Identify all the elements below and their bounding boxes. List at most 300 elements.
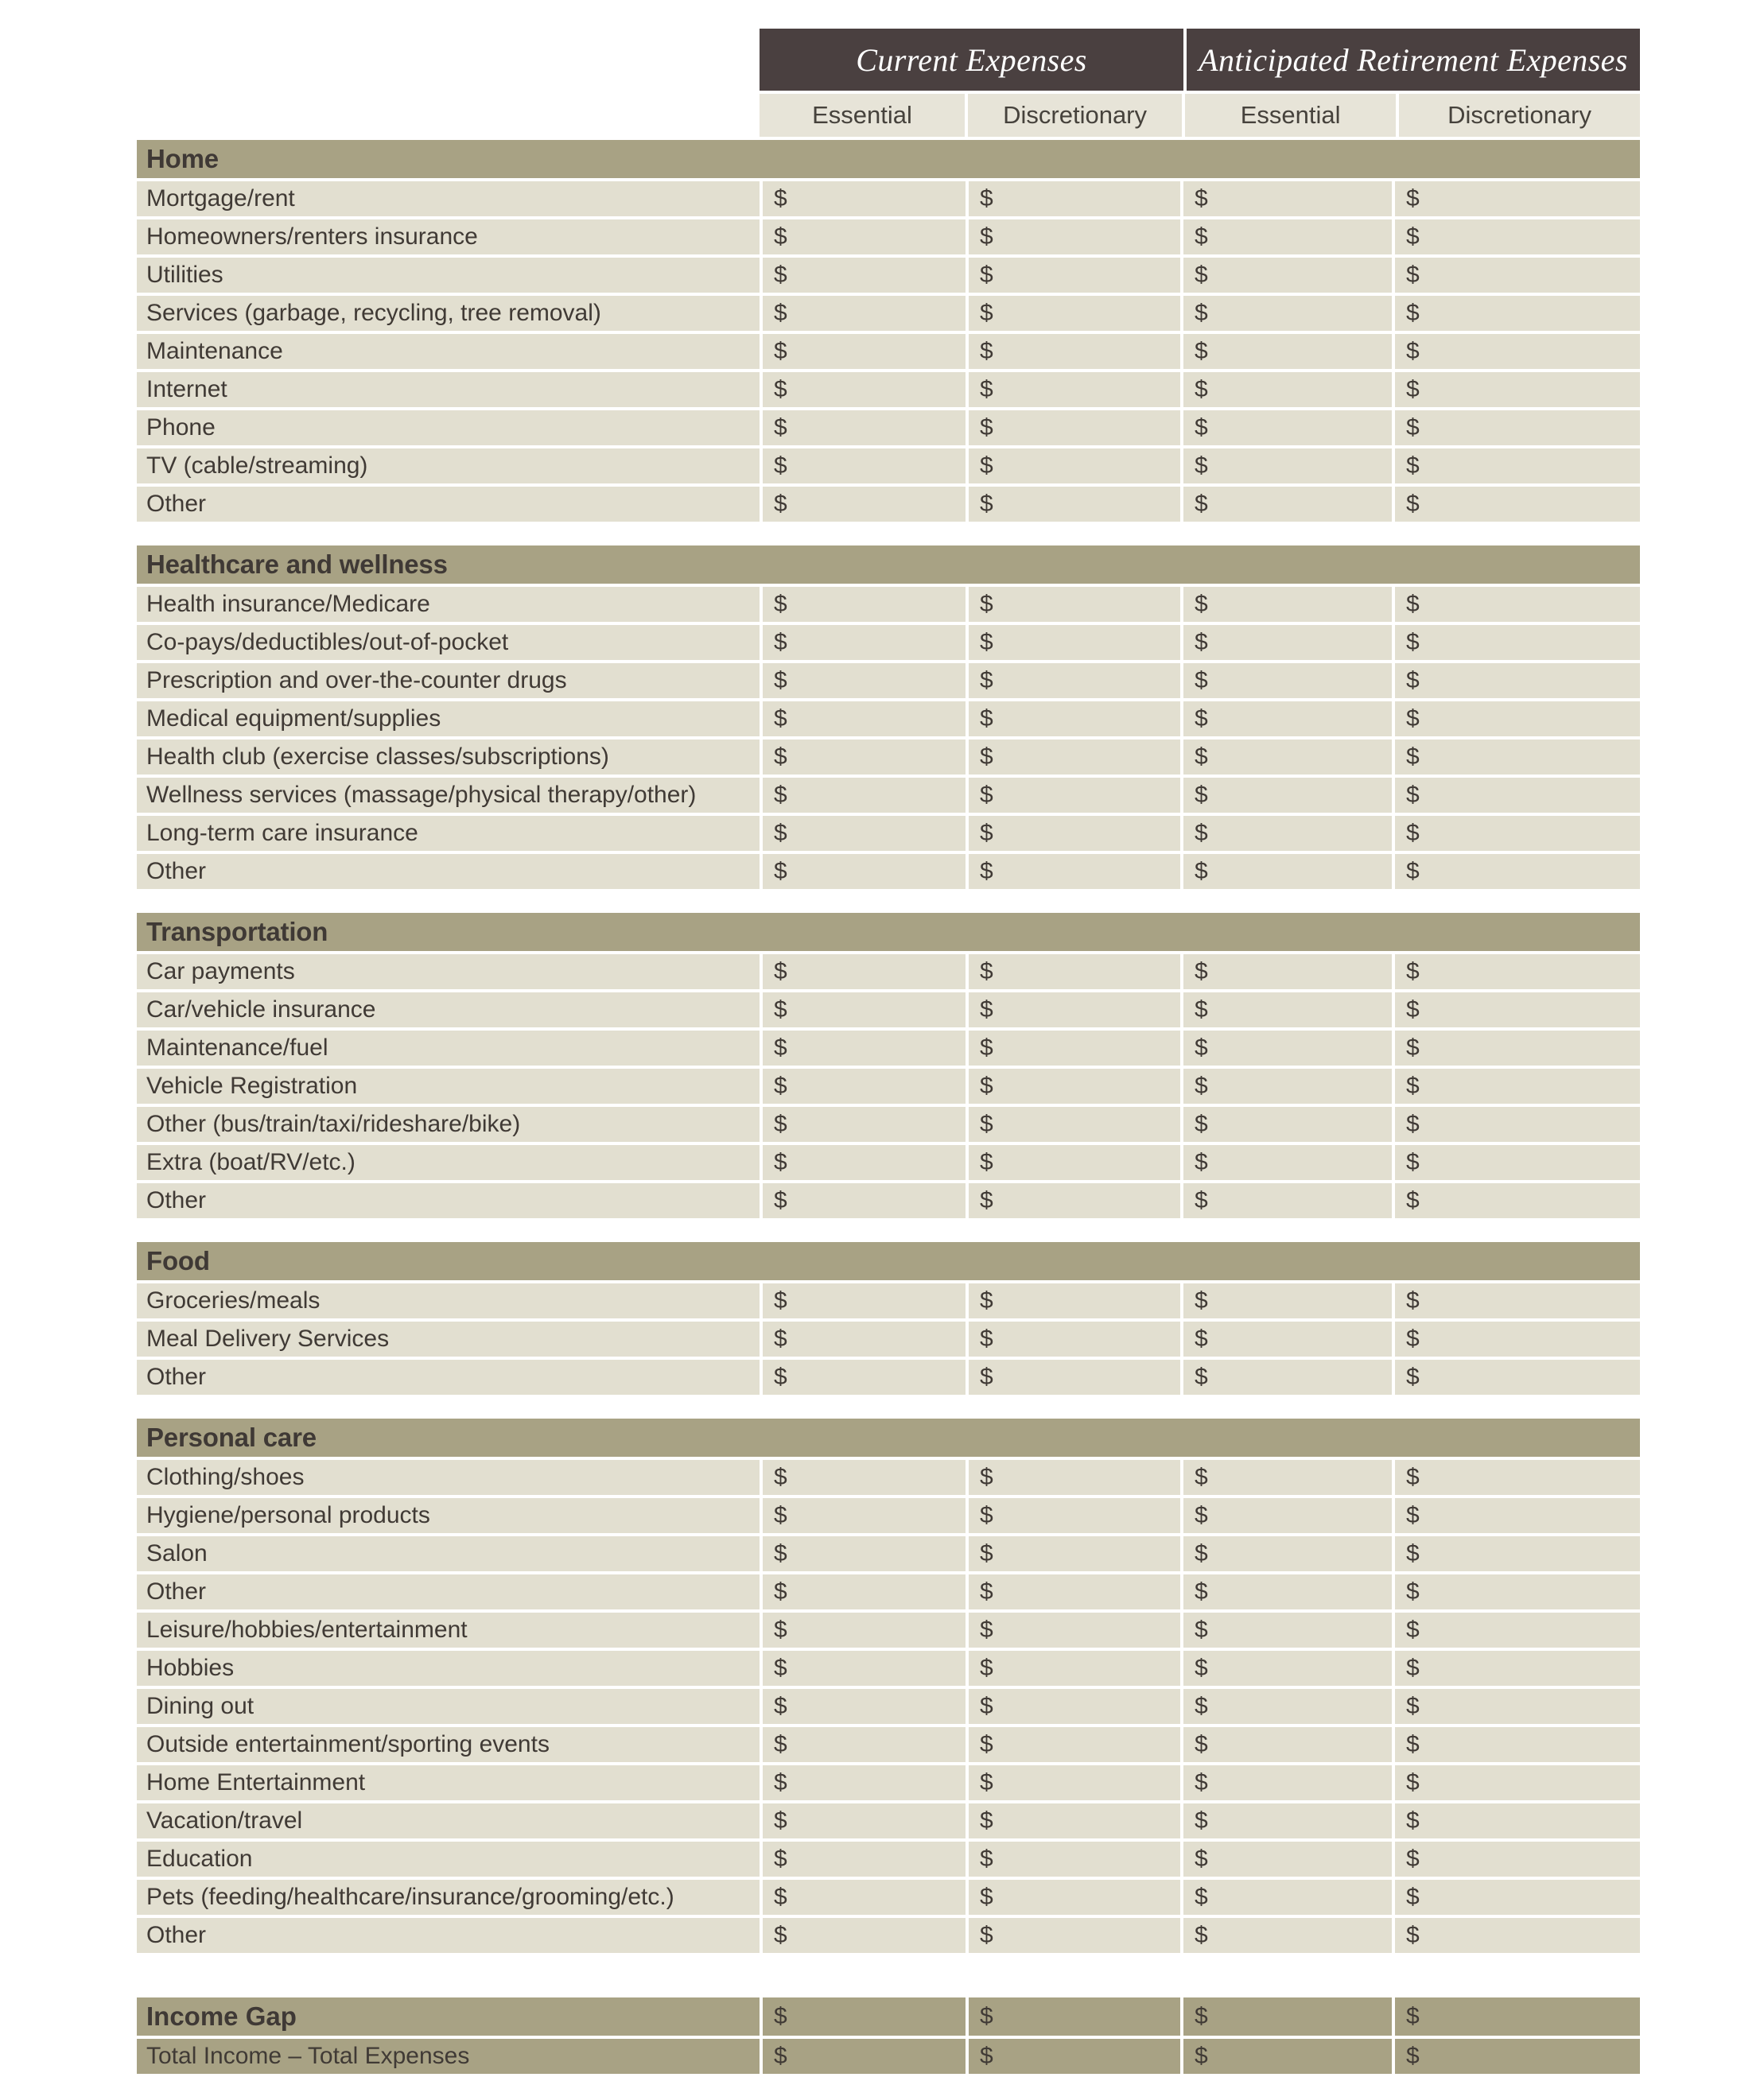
currency-symbol: $ bbox=[1195, 996, 1208, 1023]
table-row bbox=[137, 587, 1640, 622]
currency-symbol: $ bbox=[1406, 338, 1420, 364]
table-row bbox=[137, 1498, 1640, 1533]
amount-cell-expense-4-4-col1[interactable] bbox=[763, 1613, 966, 1648]
section-spacer bbox=[137, 1956, 1640, 1977]
currency-symbol: $ bbox=[1195, 1617, 1208, 1643]
currency-symbol: $ bbox=[1195, 782, 1208, 808]
table-row bbox=[137, 1803, 1640, 1838]
amount-cell-expense-1-5-col3[interactable] bbox=[1183, 778, 1392, 813]
amount-cell-expense-4-6-col4[interactable] bbox=[1395, 1689, 1640, 1724]
amount-cell-expense-3-2-col2[interactable] bbox=[969, 1360, 1180, 1395]
amount-cell-expense-0-1-col4[interactable] bbox=[1395, 219, 1640, 254]
expense-label-services-garbage-recycling-tree-removal: Services (garbage, recycling, tree removal) bbox=[137, 296, 760, 331]
amount-cell-expense-1-4-col3[interactable] bbox=[1183, 740, 1392, 775]
currency-symbol: $ bbox=[774, 1149, 787, 1175]
amount-cell-income-gap-footer-1-col2[interactable] bbox=[969, 2039, 1180, 2074]
amount-cell-expense-0-0-col1[interactable] bbox=[763, 181, 966, 216]
amount-cell-expense-1-7-col1[interactable] bbox=[763, 854, 966, 889]
amount-cell-expense-4-10-col2[interactable] bbox=[969, 1842, 1180, 1877]
expense-label-other: Other bbox=[137, 854, 760, 889]
amount-cell-expense-0-0-col3[interactable] bbox=[1183, 181, 1392, 216]
amount-cell-expense-1-2-col3[interactable] bbox=[1183, 663, 1392, 698]
amount-cell-expense-1-0-col3[interactable] bbox=[1183, 587, 1392, 622]
currency-symbol: $ bbox=[774, 629, 787, 655]
amount-cell-expense-0-3-col2[interactable] bbox=[969, 296, 1180, 331]
currency-symbol: $ bbox=[980, 1655, 993, 1681]
currency-symbol: $ bbox=[774, 667, 787, 693]
table-row bbox=[137, 1689, 1640, 1724]
amount-cell-expense-2-4-col2[interactable] bbox=[969, 1107, 1180, 1142]
amount-cell-expense-1-0-col1[interactable] bbox=[763, 587, 966, 622]
currency-symbol: $ bbox=[1195, 1846, 1208, 1872]
currency-symbol: $ bbox=[774, 338, 787, 364]
amount-cell-expense-4-6-col3[interactable] bbox=[1183, 1689, 1392, 1724]
amount-cell-expense-2-4-col3[interactable] bbox=[1183, 1107, 1392, 1142]
amount-cell-expense-0-7-col4[interactable] bbox=[1395, 448, 1640, 483]
amount-cell-expense-4-10-col3[interactable] bbox=[1183, 1842, 1392, 1877]
table-row bbox=[137, 954, 1640, 989]
amount-cell-expense-4-2-col2[interactable] bbox=[969, 1536, 1180, 1571]
amount-cell-expense-4-7-col2[interactable] bbox=[969, 1727, 1180, 1762]
amount-cell-expense-4-0-col2[interactable] bbox=[969, 1460, 1180, 1495]
amount-cell-expense-0-6-col2[interactable] bbox=[969, 410, 1180, 445]
expense-label-phone: Phone bbox=[137, 410, 760, 445]
section-header-personal-care bbox=[137, 1419, 1640, 1457]
amount-cell-expense-1-4-col2[interactable] bbox=[969, 740, 1180, 775]
amount-cell-expense-2-3-col3[interactable] bbox=[1183, 1069, 1392, 1104]
amount-cell-expense-4-12-col1[interactable] bbox=[763, 1918, 966, 1953]
currency-symbol: $ bbox=[1406, 782, 1420, 808]
currency-symbol: $ bbox=[1406, 629, 1420, 655]
amount-cell-expense-1-3-col2[interactable] bbox=[969, 701, 1180, 736]
amount-cell-expense-4-6-col2[interactable] bbox=[969, 1689, 1180, 1724]
expense-label-prescription-and-over-the-counter-drugs: Prescription and over-the-counter drugs bbox=[137, 663, 760, 698]
amount-cell-expense-2-6-col4[interactable] bbox=[1395, 1183, 1640, 1218]
amount-cell-expense-2-2-col2[interactable] bbox=[969, 1031, 1180, 1066]
amount-cell-expense-4-10-col4[interactable] bbox=[1395, 1842, 1640, 1877]
amount-cell-expense-4-3-col2[interactable] bbox=[969, 1574, 1180, 1609]
amount-cell-expense-0-1-col1[interactable] bbox=[763, 219, 966, 254]
amount-cell-expense-0-8-col4[interactable] bbox=[1395, 487, 1640, 522]
amount-cell-expense-1-1-col1[interactable] bbox=[763, 625, 966, 660]
amount-cell-expense-1-0-col2[interactable] bbox=[969, 587, 1180, 622]
currency-symbol: $ bbox=[1406, 1111, 1420, 1137]
amount-cell-expense-4-0-col1[interactable] bbox=[763, 1460, 966, 1495]
amount-cell-expense-4-3-col4[interactable] bbox=[1395, 1574, 1640, 1609]
amount-cell-expense-0-5-col1[interactable] bbox=[763, 372, 966, 407]
amount-cell-expense-2-5-col4[interactable] bbox=[1395, 1145, 1640, 1180]
amount-cell-expense-2-3-col4[interactable] bbox=[1395, 1069, 1640, 1104]
amount-cell-expense-1-6-col2[interactable] bbox=[969, 816, 1180, 851]
currency-symbol: $ bbox=[1195, 376, 1208, 402]
currency-symbol: $ bbox=[1195, 1540, 1208, 1566]
currency-symbol: $ bbox=[1195, 1464, 1208, 1490]
currency-symbol: $ bbox=[1195, 1693, 1208, 1719]
currency-symbol: $ bbox=[774, 1187, 787, 1213]
expense-label-other-bus-train-taxi-rideshare-bike: Other (bus/train/taxi/rideshare/bike) bbox=[137, 1107, 760, 1142]
currency-symbol: $ bbox=[774, 1884, 787, 1910]
expense-label-clothing-shoes: Clothing/shoes bbox=[137, 1460, 760, 1495]
currency-symbol: $ bbox=[1406, 1617, 1420, 1643]
amount-cell-expense-3-2-col4[interactable] bbox=[1395, 1360, 1640, 1395]
amount-cell-income-gap-footer-0-col4[interactable] bbox=[1395, 1997, 1640, 2036]
section-header-transportation bbox=[137, 913, 1640, 951]
currency-symbol: $ bbox=[1195, 958, 1208, 984]
amount-cell-income-gap-footer-1-col1[interactable] bbox=[763, 2039, 966, 2074]
currency-symbol: $ bbox=[1195, 1073, 1208, 1099]
amount-cell-expense-1-5-col1[interactable] bbox=[763, 778, 966, 813]
income-gap-title: Income Gap bbox=[137, 1997, 760, 2036]
amount-cell-expense-2-4-col4[interactable] bbox=[1395, 1107, 1640, 1142]
currency-symbol: $ bbox=[774, 1693, 787, 1719]
amount-cell-expense-0-5-col4[interactable] bbox=[1395, 372, 1640, 407]
amount-cell-expense-1-5-col4[interactable] bbox=[1395, 778, 1640, 813]
amount-cell-expense-1-3-col4[interactable] bbox=[1395, 701, 1640, 736]
amount-cell-expense-0-0-col2[interactable] bbox=[969, 181, 1180, 216]
amount-cell-expense-4-0-col4[interactable] bbox=[1395, 1460, 1640, 1495]
amount-cell-expense-4-3-col3[interactable] bbox=[1183, 1574, 1392, 1609]
section-header-healthcare-and-wellness bbox=[137, 545, 1640, 584]
amount-cell-expense-4-8-col2[interactable] bbox=[969, 1765, 1180, 1800]
amount-cell-expense-2-2-col4[interactable] bbox=[1395, 1031, 1640, 1066]
amount-cell-expense-0-6-col3[interactable] bbox=[1183, 410, 1392, 445]
amount-cell-expense-3-0-col2[interactable] bbox=[969, 1283, 1180, 1318]
currency-symbol: $ bbox=[774, 2003, 787, 2029]
amount-cell-expense-2-4-col1[interactable] bbox=[763, 1107, 966, 1142]
currency-symbol: $ bbox=[1195, 1769, 1208, 1796]
table-row bbox=[137, 1613, 1640, 1648]
table-row bbox=[137, 1360, 1640, 1395]
amount-cell-expense-4-9-col1[interactable] bbox=[763, 1803, 966, 1838]
amount-cell-expense-1-1-col2[interactable] bbox=[969, 625, 1180, 660]
amount-cell-expense-4-9-col3[interactable] bbox=[1183, 1803, 1392, 1838]
expense-label-long-term-care-insurance: Long-term care insurance bbox=[137, 816, 760, 851]
amount-cell-expense-4-7-col1[interactable] bbox=[763, 1727, 966, 1762]
currency-symbol: $ bbox=[980, 452, 993, 479]
expense-label-vacation-travel: Vacation/travel bbox=[137, 1803, 760, 1838]
amount-cell-expense-0-7-col1[interactable] bbox=[763, 448, 966, 483]
currency-symbol: $ bbox=[1195, 1111, 1208, 1137]
amount-cell-expense-4-2-col4[interactable] bbox=[1395, 1536, 1640, 1571]
amount-cell-expense-4-11-col1[interactable] bbox=[763, 1880, 966, 1915]
currency-symbol: $ bbox=[1195, 1884, 1208, 1910]
currency-symbol: $ bbox=[1406, 2043, 1420, 2069]
currency-symbol: $ bbox=[980, 858, 993, 884]
amount-cell-expense-1-7-col2[interactable] bbox=[969, 854, 1180, 889]
amount-cell-expense-0-0-col4[interactable] bbox=[1395, 181, 1640, 216]
expense-label-home-entertainment: Home Entertainment bbox=[137, 1765, 760, 1800]
section-healthcare-and-wellness bbox=[137, 545, 1640, 889]
currency-symbol: $ bbox=[774, 1769, 787, 1796]
table-row bbox=[137, 1283, 1640, 1318]
currency-symbol: $ bbox=[774, 705, 787, 732]
amount-cell-expense-2-1-col2[interactable] bbox=[969, 992, 1180, 1027]
amount-cell-expense-2-0-col3[interactable] bbox=[1183, 954, 1392, 989]
amount-cell-expense-1-6-col1[interactable] bbox=[763, 816, 966, 851]
section-title: Personal care bbox=[146, 1423, 317, 1452]
expense-label-internet: Internet bbox=[137, 372, 760, 407]
currency-symbol: $ bbox=[980, 1287, 993, 1314]
amount-cell-expense-4-8-col4[interactable] bbox=[1395, 1765, 1640, 1800]
amount-cell-expense-4-11-col4[interactable] bbox=[1395, 1880, 1640, 1915]
amount-cell-expense-4-1-col2[interactable] bbox=[969, 1498, 1180, 1533]
currency-symbol: $ bbox=[980, 958, 993, 984]
amount-cell-expense-1-4-col4[interactable] bbox=[1395, 740, 1640, 775]
amount-cell-income-gap-footer-0-col3[interactable] bbox=[1183, 1997, 1392, 2036]
amount-cell-expense-0-5-col3[interactable] bbox=[1183, 372, 1392, 407]
currency-symbol: $ bbox=[980, 743, 993, 770]
currency-symbol: $ bbox=[1406, 820, 1420, 846]
currency-symbol: $ bbox=[1406, 1731, 1420, 1757]
amount-cell-expense-3-2-col3[interactable] bbox=[1183, 1360, 1392, 1395]
amount-cell-expense-4-4-col2[interactable] bbox=[969, 1613, 1180, 1648]
currency-symbol: $ bbox=[1195, 667, 1208, 693]
currency-symbol: $ bbox=[1195, 300, 1208, 326]
amount-cell-expense-0-2-col1[interactable] bbox=[763, 258, 966, 293]
currency-symbol: $ bbox=[774, 300, 787, 326]
amount-cell-expense-2-5-col1[interactable] bbox=[763, 1145, 966, 1180]
expense-label-other: Other bbox=[137, 1360, 760, 1395]
expense-label-groceries-meals: Groceries/meals bbox=[137, 1283, 760, 1318]
table-row bbox=[137, 1842, 1640, 1877]
amount-cell-expense-3-1-col1[interactable] bbox=[763, 1322, 966, 1357]
amount-cell-expense-4-4-col3[interactable] bbox=[1183, 1613, 1392, 1648]
currency-symbol: $ bbox=[1406, 1364, 1420, 1390]
currency-symbol: $ bbox=[1195, 338, 1208, 364]
currency-symbol: $ bbox=[1406, 958, 1420, 984]
amount-cell-expense-4-7-col3[interactable] bbox=[1183, 1727, 1392, 1762]
currency-symbol: $ bbox=[1406, 414, 1420, 441]
amount-cell-income-gap-footer-1-col4[interactable] bbox=[1395, 2039, 1640, 2074]
amount-cell-expense-3-0-col3[interactable] bbox=[1183, 1283, 1392, 1318]
amount-cell-expense-2-0-col4[interactable] bbox=[1395, 954, 1640, 989]
currency-symbol: $ bbox=[980, 1884, 993, 1910]
expense-label-car-payments: Car payments bbox=[137, 954, 760, 989]
amount-cell-expense-1-7-col4[interactable] bbox=[1395, 854, 1640, 889]
amount-cell-expense-4-11-col2[interactable] bbox=[969, 1880, 1180, 1915]
currency-symbol: $ bbox=[1195, 1922, 1208, 1948]
total-income-minus-expenses-label: Total Income – Total Expenses bbox=[137, 2039, 760, 2074]
total-income-minus-expenses-row bbox=[137, 2039, 1640, 2074]
table-row bbox=[137, 181, 1640, 216]
amount-cell-expense-0-8-col1[interactable] bbox=[763, 487, 966, 522]
amount-cell-expense-0-1-col2[interactable] bbox=[969, 219, 1180, 254]
amount-cell-expense-2-3-col1[interactable] bbox=[763, 1069, 966, 1104]
currency-symbol: $ bbox=[980, 1807, 993, 1834]
currency-symbol: $ bbox=[1406, 1187, 1420, 1213]
amount-cell-income-gap-footer-0-col1[interactable] bbox=[763, 1997, 966, 2036]
currency-symbol: $ bbox=[1406, 300, 1420, 326]
currency-symbol: $ bbox=[774, 223, 787, 250]
amount-cell-expense-4-11-col3[interactable] bbox=[1183, 1880, 1392, 1915]
amount-cell-expense-2-3-col2[interactable] bbox=[969, 1069, 1180, 1104]
currency-symbol: $ bbox=[980, 1464, 993, 1490]
amount-cell-expense-1-2-col4[interactable] bbox=[1395, 663, 1640, 698]
table-row bbox=[137, 334, 1640, 369]
section-header-filler bbox=[760, 1419, 1640, 1457]
amount-cell-expense-0-8-col3[interactable] bbox=[1183, 487, 1392, 522]
amount-cell-expense-4-1-col3[interactable] bbox=[1183, 1498, 1392, 1533]
amount-cell-expense-2-6-col3[interactable] bbox=[1183, 1183, 1392, 1218]
amount-cell-expense-4-5-col3[interactable] bbox=[1183, 1651, 1392, 1686]
currency-symbol: $ bbox=[774, 1807, 787, 1834]
currency-symbol: $ bbox=[1406, 1464, 1420, 1490]
amount-cell-expense-2-0-col1[interactable] bbox=[763, 954, 966, 989]
amount-cell-income-gap-footer-0-col2[interactable] bbox=[969, 1997, 1180, 2036]
currency-symbol: $ bbox=[774, 262, 787, 288]
currency-symbol: $ bbox=[980, 996, 993, 1023]
amount-cell-expense-4-12-col2[interactable] bbox=[969, 1918, 1180, 1953]
currency-symbol: $ bbox=[1195, 743, 1208, 770]
amount-cell-expense-3-0-col4[interactable] bbox=[1395, 1283, 1640, 1318]
currency-symbol: $ bbox=[980, 705, 993, 732]
expense-label-health-club-exercise-classes-subscriptions: Health club (exercise classes/subscriptions) bbox=[137, 740, 760, 775]
amount-cell-expense-4-2-col1[interactable] bbox=[763, 1536, 966, 1571]
amount-cell-expense-4-5-col2[interactable] bbox=[969, 1651, 1180, 1686]
amount-cell-expense-4-8-col3[interactable] bbox=[1183, 1765, 1392, 1800]
amount-cell-expense-4-6-col1[interactable] bbox=[763, 1689, 966, 1724]
amount-cell-expense-4-4-col4[interactable] bbox=[1395, 1613, 1640, 1648]
currency-symbol: $ bbox=[1195, 629, 1208, 655]
amount-cell-expense-1-3-col1[interactable] bbox=[763, 701, 966, 736]
amount-cell-expense-1-7-col3[interactable] bbox=[1183, 854, 1392, 889]
amount-cell-expense-4-5-col1[interactable] bbox=[763, 1651, 966, 1686]
amount-cell-expense-3-0-col1[interactable] bbox=[763, 1283, 966, 1318]
expense-label-maintenance: Maintenance bbox=[137, 334, 760, 369]
amount-cell-expense-0-3-col3[interactable] bbox=[1183, 296, 1392, 331]
table-row bbox=[137, 1031, 1640, 1066]
amount-cell-expense-0-3-col1[interactable] bbox=[763, 296, 966, 331]
amount-cell-expense-0-6-col1[interactable] bbox=[763, 410, 966, 445]
currency-symbol: $ bbox=[774, 782, 787, 808]
table-row bbox=[137, 258, 1640, 293]
amount-cell-expense-0-7-col2[interactable] bbox=[969, 448, 1180, 483]
currency-symbol: $ bbox=[1406, 185, 1420, 212]
currency-symbol: $ bbox=[1406, 1287, 1420, 1314]
amount-cell-expense-0-4-col3[interactable] bbox=[1183, 334, 1392, 369]
amount-cell-expense-4-8-col1[interactable] bbox=[763, 1765, 966, 1800]
amount-cell-expense-4-3-col1[interactable] bbox=[763, 1574, 966, 1609]
amount-cell-expense-1-1-col4[interactable] bbox=[1395, 625, 1640, 660]
amount-cell-expense-2-0-col2[interactable] bbox=[969, 954, 1180, 989]
currency-symbol: $ bbox=[980, 414, 993, 441]
currency-symbol: $ bbox=[1406, 1693, 1420, 1719]
amount-cell-expense-4-1-col4[interactable] bbox=[1395, 1498, 1640, 1533]
amount-cell-expense-2-1-col3[interactable] bbox=[1183, 992, 1392, 1027]
currency-symbol: $ bbox=[774, 1287, 787, 1314]
amount-cell-expense-3-2-col1[interactable] bbox=[763, 1360, 966, 1395]
table-row bbox=[137, 992, 1640, 1027]
amount-cell-expense-0-2-col2[interactable] bbox=[969, 258, 1180, 293]
currency-symbol: $ bbox=[774, 958, 787, 984]
amount-cell-expense-4-12-col4[interactable] bbox=[1395, 1918, 1640, 1953]
currency-symbol: $ bbox=[774, 1502, 787, 1528]
amount-cell-expense-1-6-col3[interactable] bbox=[1183, 816, 1392, 851]
amount-cell-expense-0-7-col3[interactable] bbox=[1183, 448, 1392, 483]
amount-cell-expense-0-4-col2[interactable] bbox=[969, 334, 1180, 369]
amount-cell-expense-0-4-col4[interactable] bbox=[1395, 334, 1640, 369]
currency-symbol: $ bbox=[1406, 591, 1420, 617]
column-header-retirement-essential: Essential bbox=[1185, 94, 1396, 137]
currency-symbol: $ bbox=[774, 1364, 787, 1390]
amount-cell-expense-3-1-col3[interactable] bbox=[1183, 1322, 1392, 1357]
group-header-anticipated-retirement-expenses: Anticipated Retirement Expenses bbox=[1187, 29, 1640, 91]
expense-label-education: Education bbox=[137, 1842, 760, 1877]
amount-cell-expense-1-4-col1[interactable] bbox=[763, 740, 966, 775]
section-title: Healthcare and wellness bbox=[146, 549, 448, 579]
amount-cell-expense-4-10-col1[interactable] bbox=[763, 1842, 966, 1877]
amount-cell-expense-4-9-col4[interactable] bbox=[1395, 1803, 1640, 1838]
table-row bbox=[137, 296, 1640, 331]
amount-cell-expense-3-1-col2[interactable] bbox=[969, 1322, 1180, 1357]
amount-cell-expense-1-6-col4[interactable] bbox=[1395, 816, 1640, 851]
amount-cell-expense-2-6-col2[interactable] bbox=[969, 1183, 1180, 1218]
amount-cell-expense-0-2-col4[interactable] bbox=[1395, 258, 1640, 293]
amount-cell-expense-4-12-col3[interactable] bbox=[1183, 1918, 1392, 1953]
currency-symbol: $ bbox=[1406, 858, 1420, 884]
amount-cell-expense-4-7-col4[interactable] bbox=[1395, 1727, 1640, 1762]
amount-cell-expense-4-1-col1[interactable] bbox=[763, 1498, 966, 1533]
amount-cell-expense-2-1-col4[interactable] bbox=[1395, 992, 1640, 1027]
currency-symbol: $ bbox=[774, 414, 787, 441]
section-header-filler bbox=[760, 545, 1640, 584]
currency-symbol: $ bbox=[774, 1731, 787, 1757]
currency-symbol: $ bbox=[1406, 667, 1420, 693]
amount-cell-expense-2-2-col1[interactable] bbox=[763, 1031, 966, 1066]
amount-cell-expense-4-5-col4[interactable] bbox=[1395, 1651, 1640, 1686]
amount-cell-income-gap-footer-1-col3[interactable] bbox=[1183, 2039, 1392, 2074]
amount-cell-expense-1-3-col3[interactable] bbox=[1183, 701, 1392, 736]
amount-cell-expense-1-5-col2[interactable] bbox=[969, 778, 1180, 813]
amount-cell-expense-0-4-col1[interactable] bbox=[763, 334, 966, 369]
amount-cell-expense-2-2-col3[interactable] bbox=[1183, 1031, 1392, 1066]
amount-cell-expense-0-3-col4[interactable] bbox=[1395, 296, 1640, 331]
currency-symbol: $ bbox=[980, 1617, 993, 1643]
currency-symbol: $ bbox=[980, 1187, 993, 1213]
amount-cell-expense-1-2-col1[interactable] bbox=[763, 663, 966, 698]
amount-cell-expense-2-5-col2[interactable] bbox=[969, 1145, 1180, 1180]
amount-cell-expense-2-5-col3[interactable] bbox=[1183, 1145, 1392, 1180]
amount-cell-expense-4-2-col3[interactable] bbox=[1183, 1536, 1392, 1571]
amount-cell-expense-1-2-col2[interactable] bbox=[969, 663, 1180, 698]
column-group-header bbox=[760, 29, 1640, 91]
amount-cell-expense-4-0-col3[interactable] bbox=[1183, 1460, 1392, 1495]
amount-cell-expense-0-5-col2[interactable] bbox=[969, 372, 1180, 407]
amount-cell-expense-0-6-col4[interactable] bbox=[1395, 410, 1640, 445]
amount-cell-expense-4-9-col2[interactable] bbox=[969, 1803, 1180, 1838]
group-header-current-expenses: Current Expenses bbox=[760, 29, 1183, 91]
currency-symbol: $ bbox=[1406, 2003, 1420, 2029]
currency-symbol: $ bbox=[980, 1540, 993, 1566]
amount-cell-expense-1-0-col4[interactable] bbox=[1395, 587, 1640, 622]
currency-symbol: $ bbox=[980, 1326, 993, 1352]
amount-cell-expense-3-1-col4[interactable] bbox=[1395, 1322, 1640, 1357]
amount-cell-expense-0-8-col2[interactable] bbox=[969, 487, 1180, 522]
currency-symbol: $ bbox=[1406, 452, 1420, 479]
amount-cell-expense-0-1-col3[interactable] bbox=[1183, 219, 1392, 254]
currency-symbol: $ bbox=[980, 1578, 993, 1605]
currency-symbol: $ bbox=[1195, 1326, 1208, 1352]
expense-table-body bbox=[137, 140, 1640, 2077]
currency-symbol: $ bbox=[980, 491, 993, 517]
currency-symbol: $ bbox=[1406, 491, 1420, 517]
amount-cell-expense-1-1-col3[interactable] bbox=[1183, 625, 1392, 660]
amount-cell-expense-2-6-col1[interactable] bbox=[763, 1183, 966, 1218]
amount-cell-expense-2-1-col1[interactable] bbox=[763, 992, 966, 1027]
amount-cell-expense-0-2-col3[interactable] bbox=[1183, 258, 1392, 293]
currency-symbol: $ bbox=[1195, 491, 1208, 517]
table-row bbox=[137, 1183, 1640, 1218]
